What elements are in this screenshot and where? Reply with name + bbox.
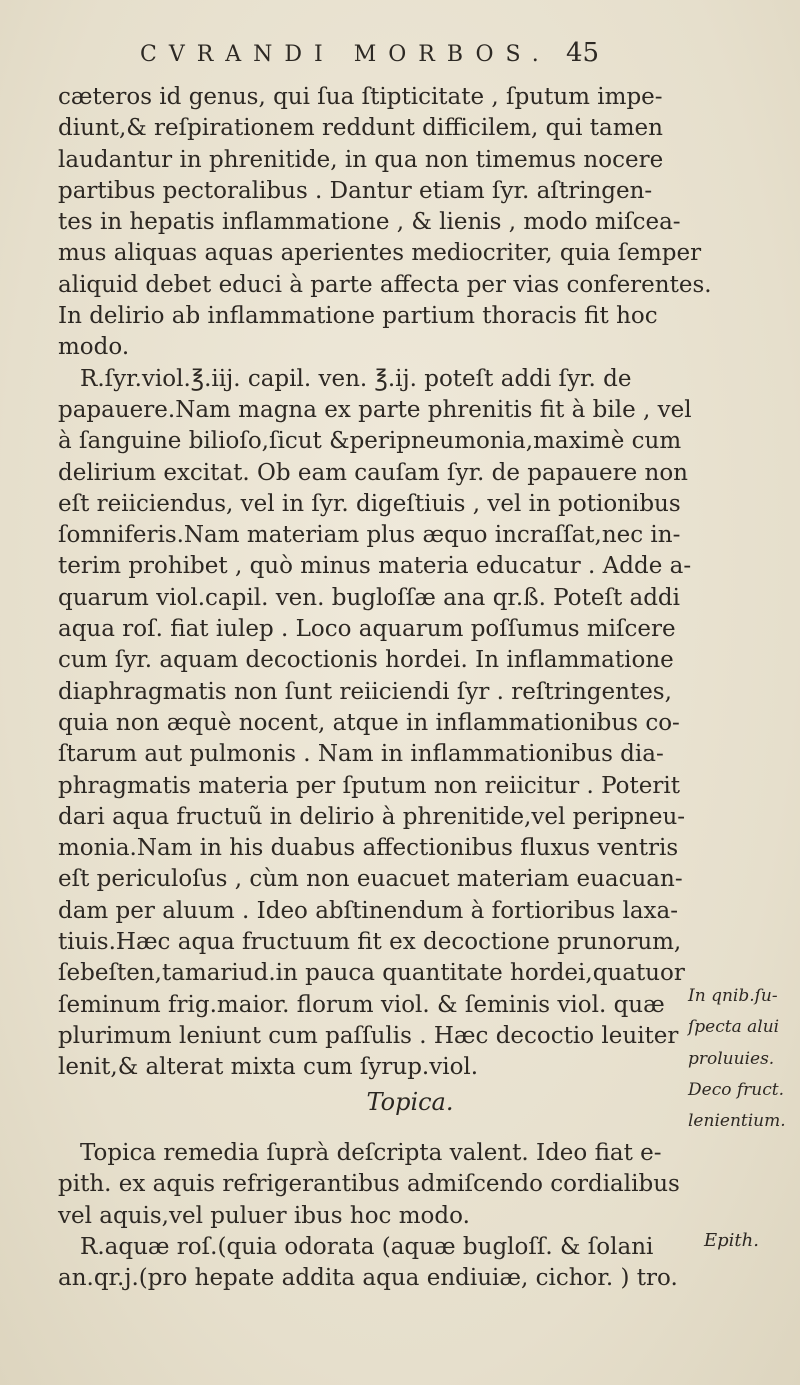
margin-note: lenientium. [688, 1111, 786, 1132]
text-line: phragmatis materia per ſputum non reiicitur . Poterit [58, 772, 680, 799]
page-header [0, 38, 800, 78]
text-line: ſebeſten,tamariud.in pauca quantitate hordei,quatuor [58, 960, 685, 987]
text-line: cum ſyr. aquam decoctionis hordei. In inflammatione [58, 647, 674, 674]
text-line: eſt reiiciendus, vel in ſyr. digeſtiuis , vel in potionibus [58, 490, 681, 517]
text-line: dam per aluum . Ideo abſtinendum à fortioribus laxa- [58, 897, 679, 924]
text-line: an.qr.j.(pro hepate addita aqua endiuiæ, cichor. ) tro. [58, 1265, 678, 1292]
text-line: ſomniferis.Nam materiam plus æquo incraſſat,nec in- [58, 522, 681, 549]
margin-note: In qnib.ſu- [688, 986, 778, 1006]
text-line: delirium excitat. Ob eam cauſam ſyr. de papauere non [58, 459, 688, 486]
text-line: quia non æquè nocent, atque in inflammationibus co- [58, 709, 680, 736]
text-line: vel aquis,vel puluer ibus hoc modo. [58, 1202, 470, 1229]
section-heading: Topica. [366, 1088, 454, 1116]
text-line: dari aqua fructuũ in delirio à phrenitide,vel peripneu- [58, 803, 686, 830]
text-line: partibus pectoralibus . Dantur etiam ſyr. aſtringen- [58, 177, 653, 204]
margin-note: Deco fruct. [688, 1079, 784, 1100]
text-line: quarum viol.capil. ven. bugloſſæ ana qr.ß. Poteſt addi [58, 584, 681, 611]
text-line: laudantur in phrenitide, in qua non timemus nocere [58, 146, 664, 173]
text-line: mus aliquas aquas aperientes mediocriter, quia ſemper [58, 240, 702, 267]
text-line: In delirio ab inflammatione partium thoracis fit hoc [58, 303, 658, 330]
text-line: pith. ex aquis refrigerantibus admiſcendo cordialibus [58, 1171, 680, 1198]
text-line: eſt periculoſus , cùm non euacuet materiam euacuan- [58, 866, 683, 893]
text-line: R.ſyr.viol.℥.iij. capil. ven. ℥.ij. poteſt addi ſyr. de [80, 365, 632, 392]
text-line: plurimum leniunt cum paſſulis . Hæc decoctio leuiter [58, 1022, 679, 1049]
text-line: diaphragmatis non ſunt reiiciendi ſyr . reſtringentes, [58, 678, 672, 705]
text-line: ſtarum aut pulmonis . Nam in inflammationibus dia- [58, 741, 664, 768]
text-line: terim prohibet , quò minus materia educatur . Adde a- [58, 553, 692, 580]
text-line: R.aquæ roſ.(quia odorata (aquæ bugloſſ. & ſolani [80, 1233, 654, 1260]
text-line: ſeminum frig.maior. florum viol. & ſeminis viol. quæ [58, 991, 665, 1018]
text-line: papauere.Nam magna ex parte phrenitis fit à bile , vel [58, 396, 692, 423]
page-number: 45 [566, 38, 600, 68]
text-line: monia.Nam in his duabus affectionibus fluxus ventris [58, 835, 679, 862]
section-text [58, 1138, 698, 1294]
text-line: Topica remedia ſuprà deſcripta valent. Ideo fiat e- [80, 1140, 662, 1166]
margin-note: ſpecta alui [688, 1017, 780, 1038]
text-line: aliquid debet educi à parte affecta per vias conferentes. [58, 271, 712, 298]
running-title: CVRANDI MORBOS. [140, 42, 551, 67]
text-line: tes in hepatis inflammatione , & lienis , modo miſcea- [58, 209, 681, 236]
text-line: à ſanguine bilioſo,ſicut &peripneumonia,maximè cum [58, 428, 682, 455]
body-text [58, 82, 712, 1084]
text-line: tiuis.Hæc aqua fructuum fit ex decoctione prunorum, [58, 929, 682, 956]
text-line: lenit,& alterat mixta cum ſyrup.viol. [58, 1054, 479, 1081]
text-line: diunt,& reſpirationem reddunt difficilem, qui tamen [58, 115, 663, 142]
margin-note: proluuies. [688, 1048, 775, 1069]
text-line: cæteros id genus, qui ſua ſtipticitate , ſputum impe- [58, 84, 663, 110]
text-line: modo. [58, 334, 130, 361]
text-line: aqua roſ. fiat iulep . Loco aquarum poſſumus miſcere [58, 616, 676, 643]
side-note: Epith. [704, 1230, 759, 1251]
